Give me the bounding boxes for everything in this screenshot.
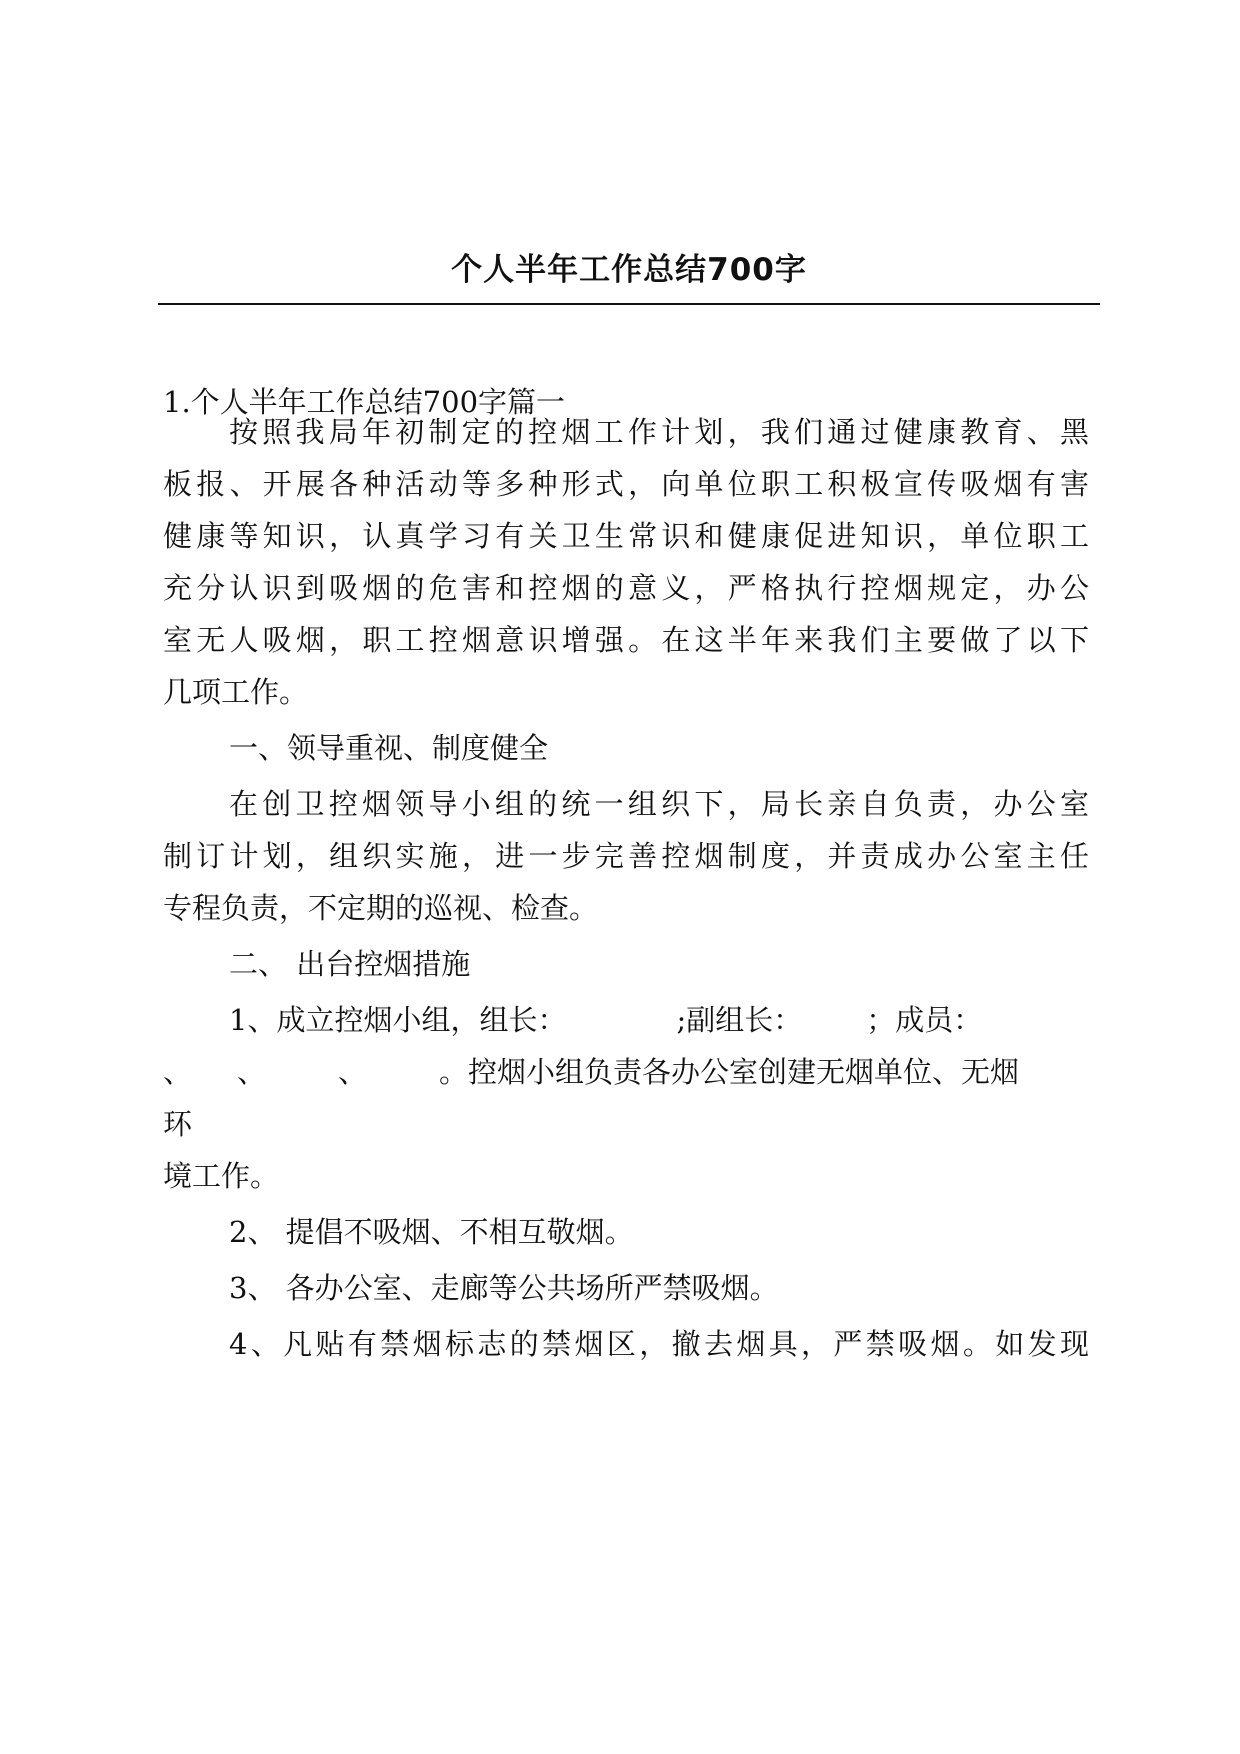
item1-responsibility-text: 。控烟小组负责各办公室创建无烟单位、无烟 — [439, 1055, 1020, 1089]
para1-line3: 健康等知识，认真学习有关卫生常识和健康促进知识，单位职工 — [163, 519, 1089, 553]
title-underline — [158, 303, 1100, 305]
document-title: 个人半年工作总结700字 — [451, 252, 807, 288]
item1-separator-2: 、 — [237, 1055, 267, 1089]
item1-line1 — [229, 1000, 982, 1040]
para2-line2: 制订计划，组织实施，进一步完善控烟制度，并责成办公室主任 — [163, 839, 1089, 873]
item1-line2 — [163, 1052, 1019, 1092]
item1-separator-3: 、 — [338, 1055, 368, 1089]
item1-line4: 境工作。 — [163, 1159, 280, 1193]
para2-line3: 专程负责，不定期的巡视、检查。 — [163, 891, 599, 925]
item3-line: 3、 各办公室、走廊等公共场所严禁吸烟。 — [229, 1271, 779, 1305]
item1-separator-1: 、 — [163, 1055, 193, 1089]
section-heading: 1.个人半年工作总结700字篇一 — [163, 385, 566, 419]
item1-deputy-label: ;副组长： — [676, 1003, 803, 1037]
para1-line4: 充分认识到吸烟的危害和控烟的意义，严格执行控烟规定，办公 — [163, 571, 1089, 605]
para2-line1: 在创卫控烟领导小组的统一组织下，局长亲自负责，办公室 — [229, 787, 1089, 821]
para1-line1: 按照我局年初制定的控烟工作计划，我们通过健康教育、黑 — [229, 415, 1089, 449]
item1-members-label: ；成员： — [866, 1003, 983, 1037]
item1-leader-label: 1、成立控烟小组，组长： — [229, 1003, 567, 1037]
para1-line5: 室无人吸烟，职工控烟意识增强。在这半年来我们主要做了以下 — [163, 623, 1089, 657]
para1-line2: 板报、开展各种活动等多种形式，向单位职工积极宣传吸烟有害 — [163, 467, 1089, 501]
para1-line6: 几项工作。 — [163, 675, 309, 709]
heading-measures: 二、 出台控烟措施 — [229, 947, 471, 981]
item1-line3: 环 — [163, 1107, 193, 1141]
item2-line: 2、 提倡不吸烟、不相互敬烟。 — [229, 1215, 634, 1249]
item4-line: 4、凡贴有禁烟标志的禁烟区，撤去烟具，严禁吸烟。如发现 — [229, 1327, 1089, 1361]
heading-leadership: 一、领导重视、制度健全 — [229, 731, 549, 765]
